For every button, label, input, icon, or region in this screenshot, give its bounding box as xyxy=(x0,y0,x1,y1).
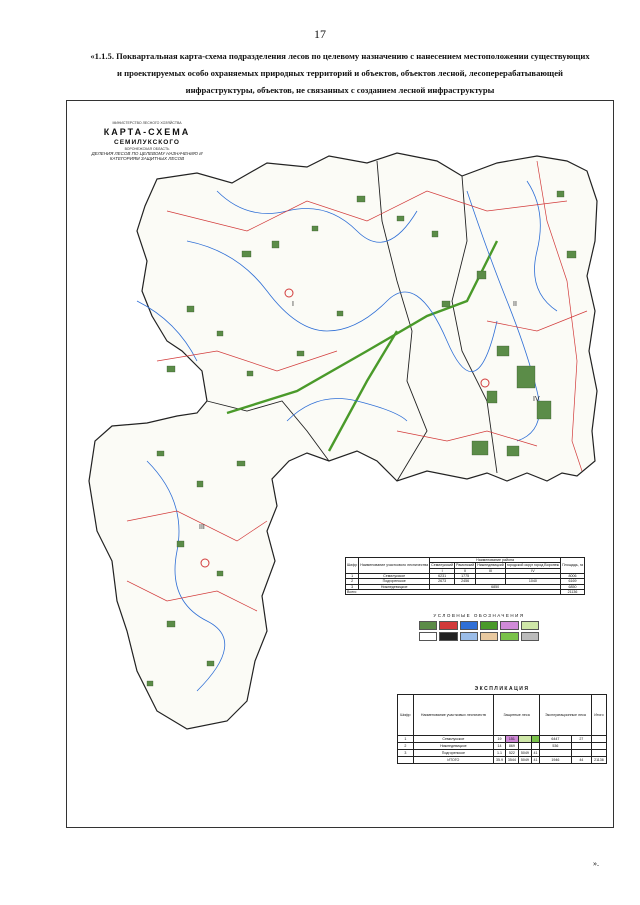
table-cell xyxy=(531,743,539,750)
table-header: Шифр xyxy=(346,558,359,574)
expl-header: Итого xyxy=(591,695,606,736)
table-cell: 3544 xyxy=(505,757,518,764)
table-cell: Подгоренское xyxy=(359,579,430,584)
caption-line-1: «1.1.5. Поквартальная карта-схема подразделения лесов по целевому назначению с нанесением местоположении существующих xyxy=(90,51,590,61)
table-cell: ИТОГО xyxy=(413,757,493,764)
district-label: I xyxy=(292,301,294,308)
table-subheader: Рамонский xyxy=(456,563,475,568)
table-roman: III xyxy=(476,568,506,573)
table-cell: Нижнедевицкое xyxy=(359,584,430,589)
table-cell: 6850 xyxy=(430,584,561,589)
table-cell: 1775 xyxy=(455,573,476,578)
legend-swatch xyxy=(439,621,457,630)
table-subheader: городской округ город Воронеж xyxy=(506,563,560,568)
table-subheader: Семилукский xyxy=(431,563,454,568)
table-row xyxy=(398,750,607,757)
district-area-table xyxy=(345,557,585,595)
table-cell xyxy=(540,750,572,757)
table-cell: 14 xyxy=(494,743,506,750)
district-label: II xyxy=(513,301,517,308)
legend-swatch xyxy=(521,621,539,630)
table-cell: 3 xyxy=(398,750,414,757)
table-cell: 5049 xyxy=(518,750,531,757)
legend-swatch xyxy=(521,632,539,641)
explication xyxy=(397,686,607,764)
map-caption xyxy=(70,48,610,99)
table-cell xyxy=(518,743,531,750)
table-cell: 21136 xyxy=(591,757,606,764)
district-label: IV xyxy=(533,396,540,403)
expl-header: Шифр xyxy=(398,695,414,736)
table-cell: 6850 xyxy=(561,584,585,589)
table-cell: 27 xyxy=(571,736,591,743)
table-cell: 522 xyxy=(505,750,518,757)
page-number: 17 xyxy=(314,27,326,41)
table-cell: 2456 xyxy=(455,579,476,584)
legend-swatch xyxy=(460,621,478,630)
table-total-row xyxy=(398,757,607,764)
legend-swatch xyxy=(439,632,457,641)
table-cell: 5049 xyxy=(518,757,531,764)
table-cell: 8006 xyxy=(561,573,585,578)
table-cell: 1946 xyxy=(540,757,572,764)
table-cell: 2 xyxy=(398,743,414,750)
map-frame xyxy=(66,100,614,828)
legend-swatch xyxy=(419,632,437,641)
map-description: ДЕЛЕНИЯ ЛЕСОВ ПО ЦЕЛЕВОМУ НАЗНАЧЕНИЮ И КАТЕГОРИЯМ ЗАЩИТНЫХ ЛЕСОВ xyxy=(91,150,203,162)
table-cell: 869 xyxy=(505,743,518,750)
table-cell xyxy=(591,736,606,743)
map-title: КАРТА-СХЕМА xyxy=(103,127,191,138)
table-cell: Семилукское xyxy=(359,573,430,578)
legend-title: УСЛОВНЫЕ ОБОЗНАЧЕНИЯ xyxy=(433,613,525,618)
map-title-block xyxy=(87,121,207,161)
table-header: Площадь, га xyxy=(561,558,585,574)
table-cell: 41 xyxy=(531,757,539,764)
table-cell: 151 xyxy=(505,736,518,743)
table-cell: Нижнедевицкое xyxy=(413,743,493,750)
table-roman: I xyxy=(430,568,455,573)
table-cell: 3 xyxy=(346,584,359,589)
table-cell: 2 xyxy=(346,579,359,584)
table-cell xyxy=(531,736,539,743)
table-subheader: Нижнедевицкий xyxy=(477,563,504,568)
expl-header: Эксплуатационные леса xyxy=(540,695,592,736)
table-cell: 6447 xyxy=(540,736,572,743)
table-roman: II xyxy=(455,568,476,573)
explication-table xyxy=(397,694,607,764)
table-total-row xyxy=(346,589,585,594)
table-cell: 6169 xyxy=(561,579,585,584)
closing-mark: ». xyxy=(593,859,599,868)
table-cell xyxy=(571,750,591,757)
table-cell: Подгоренское xyxy=(413,750,493,757)
caption-line-2: и проектируемых особо охраняемых природных территорий и объектов, объектов лесной, лесоперерабатывающей xyxy=(117,68,563,78)
expl-header: Защитные леса xyxy=(494,695,540,736)
legend-swatches xyxy=(419,621,539,641)
table-cell xyxy=(591,743,606,750)
legend-swatch xyxy=(419,621,437,630)
legend-swatch xyxy=(500,632,518,641)
table-cell: 35.9 xyxy=(494,757,506,764)
table-row xyxy=(398,743,607,750)
table-cell: 2673 xyxy=(430,579,455,584)
legend-swatch xyxy=(500,621,518,630)
legend-swatch xyxy=(460,632,478,641)
explication-title: ЭКСПЛИКАЦИЯ xyxy=(474,686,530,692)
table-cell: 1 xyxy=(346,573,359,578)
legend-swatch xyxy=(480,632,498,641)
table-grand-total: 21136 xyxy=(561,589,585,594)
title-header: МИНИСТЕРСТВО ЛЕСНОГО ХОЗЯЙСТВА xyxy=(112,121,182,125)
table-header: Наименование района xyxy=(430,558,561,563)
table-roman: IV xyxy=(505,568,560,573)
table-cell: 1040 xyxy=(505,579,560,584)
table-cell: 19 xyxy=(494,736,506,743)
map-subtitle: СЕМИЛУКСКОГО xyxy=(114,139,180,147)
expl-header: Наименование участковых лесничеств xyxy=(413,695,493,736)
legend-swatch xyxy=(480,621,498,630)
caption-line-3: инфраструктуры, объектов, не связанных с созданием лесной инфраструктуры xyxy=(185,85,495,95)
table-cell: 536 xyxy=(540,743,572,750)
table-cell: 41 xyxy=(531,750,539,757)
table-cell: Семилукское xyxy=(413,736,493,743)
table-cell: 1 xyxy=(398,736,414,743)
table-cell xyxy=(571,743,591,750)
table-cell: 44 xyxy=(571,757,591,764)
table-cell xyxy=(591,750,606,757)
table-total-label: Всего xyxy=(346,589,561,594)
map-region: ВОРОНЕЖСКАЯ ОБЛАСТЬ xyxy=(124,146,170,151)
table-cell: 6231 xyxy=(430,573,455,578)
map-legend xyxy=(419,613,539,681)
table-cell: 1.1 xyxy=(494,750,506,757)
district-label: III xyxy=(199,524,205,531)
table-header: Наименование участкового лесничества xyxy=(359,558,430,574)
table-row xyxy=(398,736,607,743)
table-cell xyxy=(518,736,531,743)
